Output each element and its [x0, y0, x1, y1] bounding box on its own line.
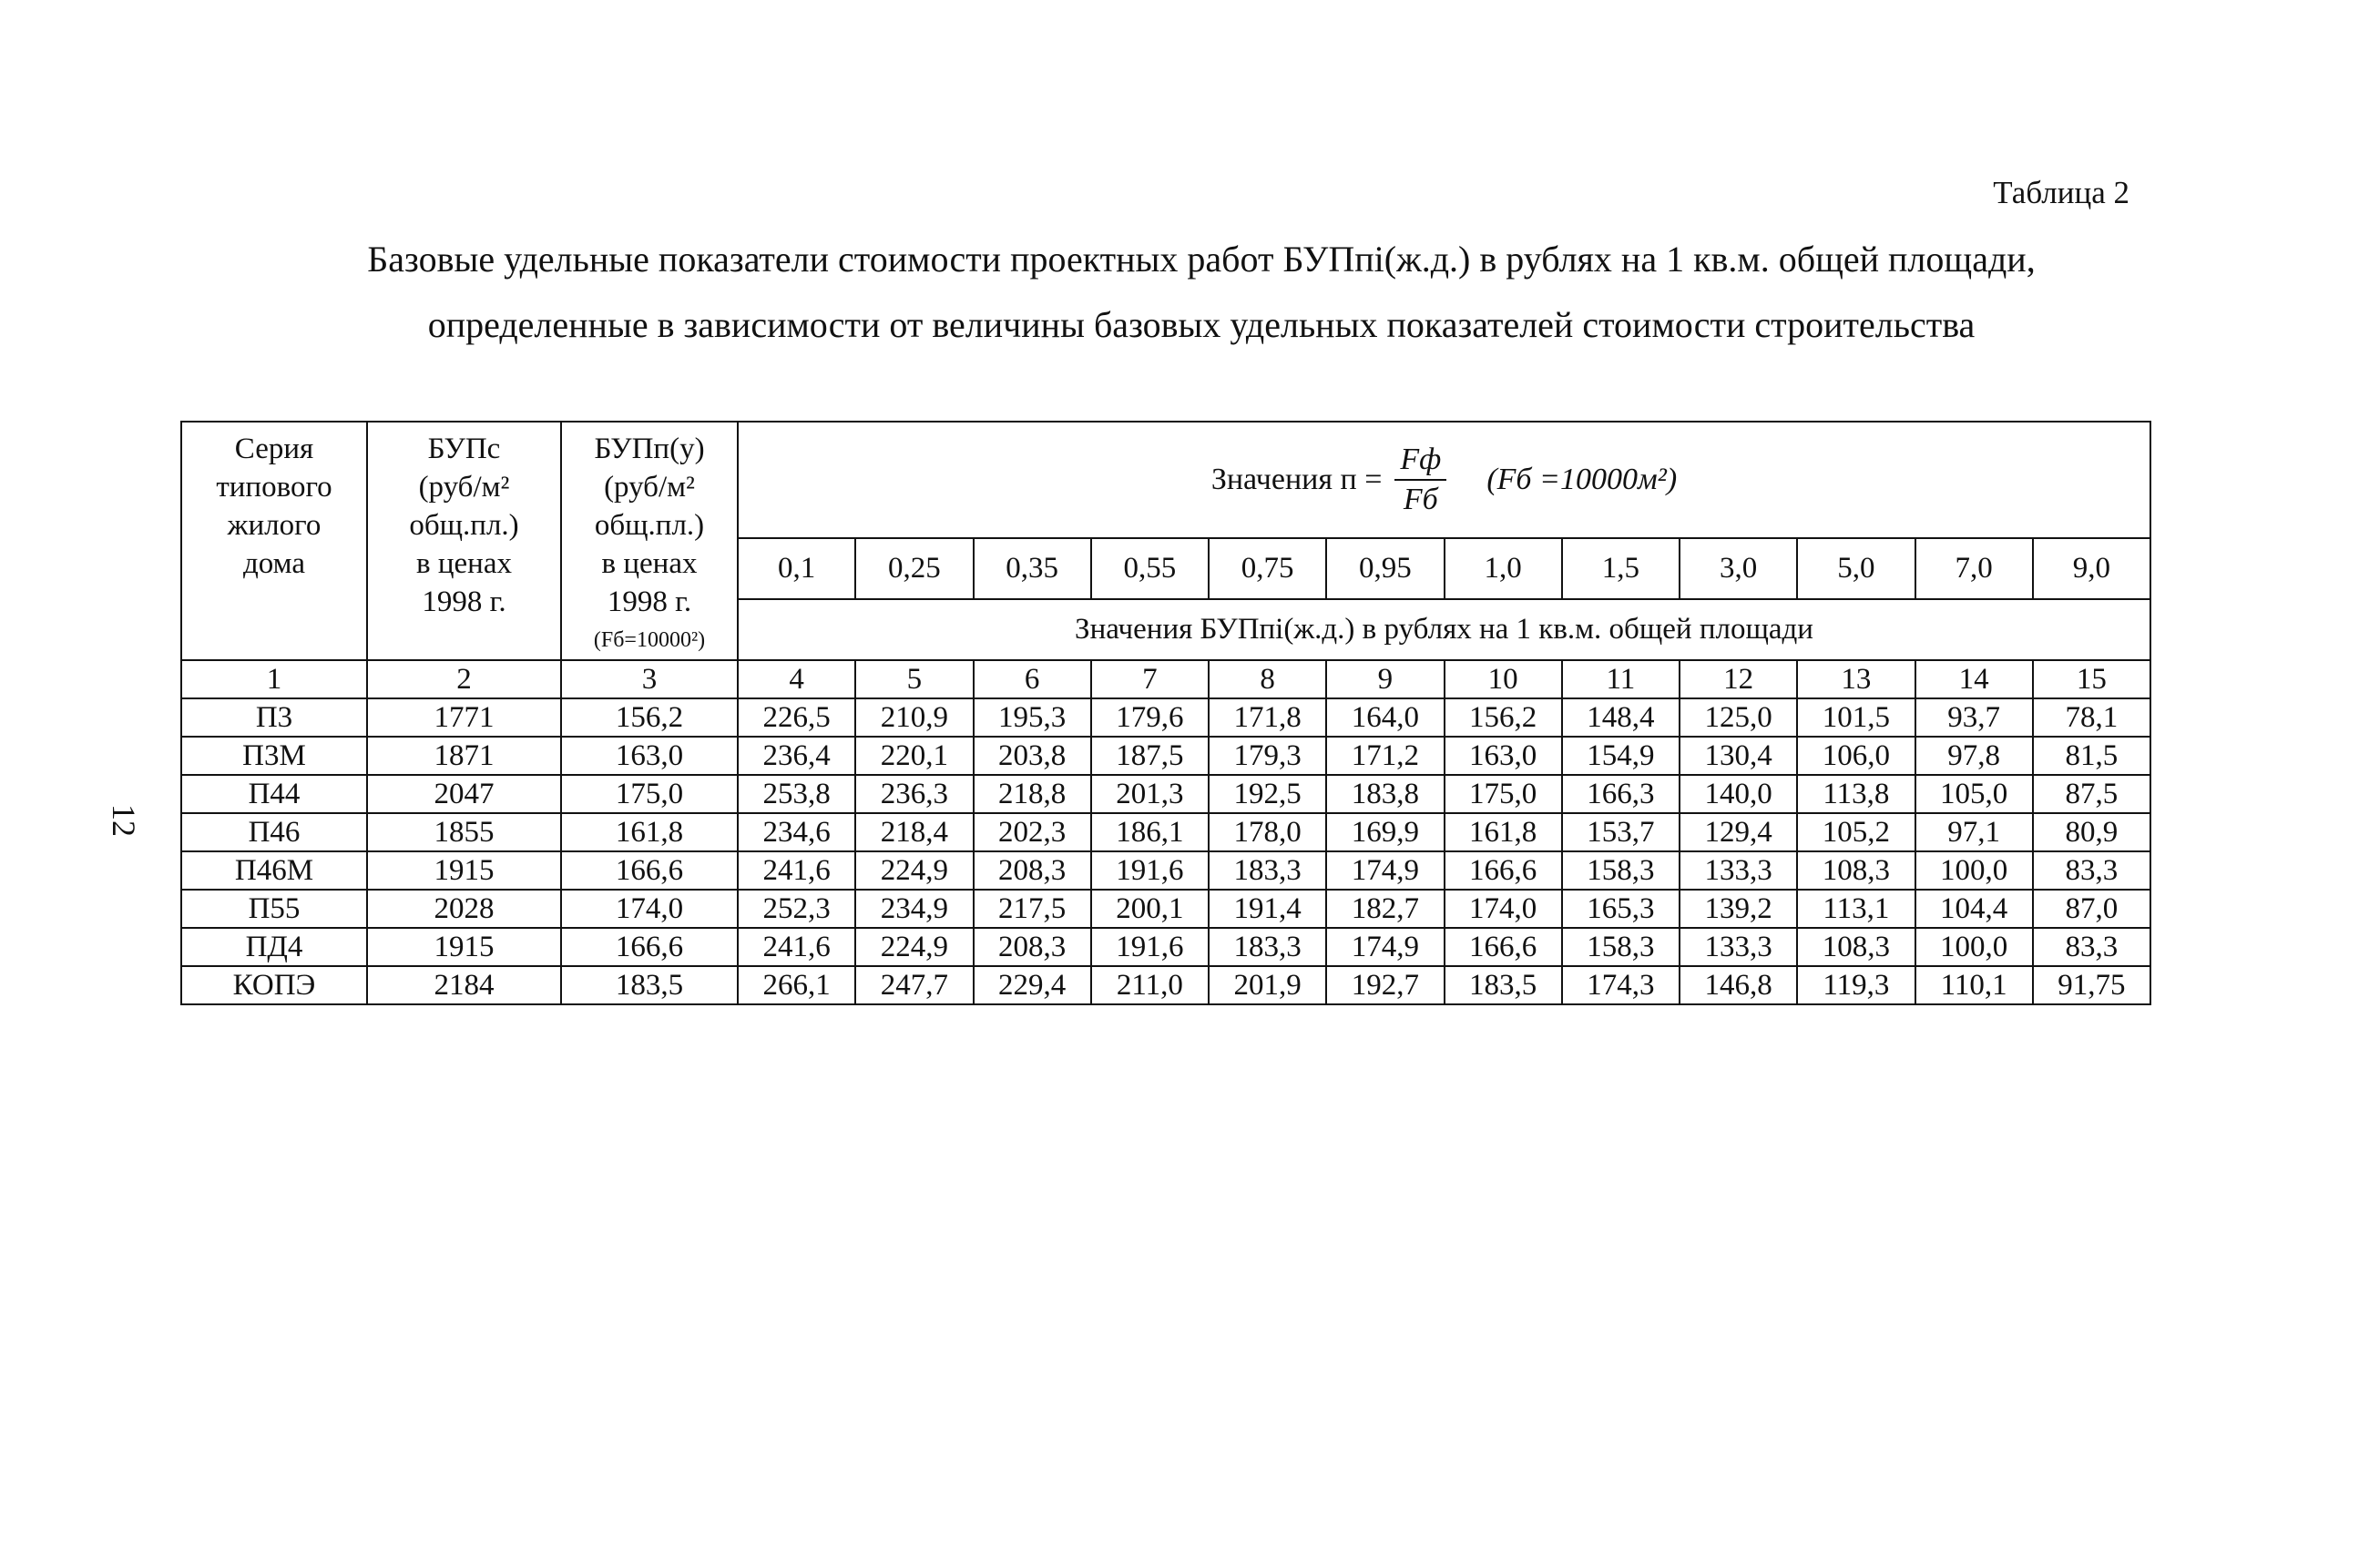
value-cell: 158,3	[1562, 928, 1680, 966]
n-value-cell: 0,35	[974, 538, 1091, 599]
value-cell: 179,3	[1209, 737, 1326, 775]
series-cell: КОПЭ	[181, 966, 367, 1004]
value-cell: 266,1	[738, 966, 855, 1004]
header-formula	[738, 422, 2150, 538]
header-bups: БУПс (руб/м² общ.пл.) в ценах 1998 г.	[367, 422, 561, 660]
n-value-cell: 1,5	[1562, 538, 1680, 599]
value-cell: 210,9	[855, 698, 973, 737]
n-value-cell: 0,1	[738, 538, 855, 599]
series-cell: П3М	[181, 737, 367, 775]
value-cell: 156,2	[561, 698, 738, 737]
value-cell: 174,0	[561, 890, 738, 928]
value-cell: 202,3	[974, 813, 1091, 851]
table-row	[181, 928, 2150, 966]
formula-condition: (Fб =10000м²)	[1486, 462, 1678, 496]
series-cell: П46М	[181, 851, 367, 890]
value-cell: 163,0	[1445, 737, 1562, 775]
series-cell: П3	[181, 698, 367, 737]
value-cell: 218,4	[855, 813, 973, 851]
value-cell: 174,0	[1445, 890, 1562, 928]
value-cell: 133,3	[1680, 928, 1797, 966]
n-value-cell: 0,55	[1091, 538, 1209, 599]
value-cell: 78,1	[2033, 698, 2150, 737]
value-cell: 87,0	[2033, 890, 2150, 928]
value-cell: 166,6	[1445, 851, 1562, 890]
value-cell: 252,3	[738, 890, 855, 928]
value-cell: 146,8	[1680, 966, 1797, 1004]
n-value-cell: 0,75	[1209, 538, 1326, 599]
value-cell: 241,6	[738, 851, 855, 890]
value-cell: 140,0	[1680, 775, 1797, 813]
column-number-cell: 11	[1562, 660, 1680, 698]
value-cell: 211,0	[1091, 966, 1209, 1004]
column-number-cell: 2	[367, 660, 561, 698]
value-cell: 187,5	[1091, 737, 1209, 775]
value-cell: 1855	[367, 813, 561, 851]
value-cell: 1915	[367, 851, 561, 890]
value-cell: 183,5	[1445, 966, 1562, 1004]
value-cell: 236,3	[855, 775, 973, 813]
value-cell: 101,5	[1797, 698, 1915, 737]
value-cell: 153,7	[1562, 813, 1680, 851]
value-cell: 108,3	[1797, 851, 1915, 890]
value-cell: 154,9	[1562, 737, 1680, 775]
value-cell: 182,7	[1326, 890, 1444, 928]
value-cell: 161,8	[1445, 813, 1562, 851]
header-series: Серия типового жилого дома	[181, 422, 367, 660]
column-number-cell: 9	[1326, 660, 1444, 698]
value-cell: 83,3	[2033, 851, 2150, 890]
page-number: 12	[106, 804, 142, 837]
value-cell: 125,0	[1680, 698, 1797, 737]
table-row	[181, 698, 2150, 737]
value-cell: 175,0	[1445, 775, 1562, 813]
value-cell: 236,4	[738, 737, 855, 775]
value-cell: 104,4	[1915, 890, 2033, 928]
value-cell: 133,3	[1680, 851, 1797, 890]
column-number-cell: 13	[1797, 660, 1915, 698]
column-number-cell: 8	[1209, 660, 1326, 698]
value-cell: 105,0	[1915, 775, 2033, 813]
value-cell: 253,8	[738, 775, 855, 813]
value-cell: 105,2	[1797, 813, 1915, 851]
value-cell: 195,3	[974, 698, 1091, 737]
value-cell: 174,3	[1562, 966, 1680, 1004]
n-value-cell: 1,0	[1445, 538, 1562, 599]
table-row	[181, 890, 2150, 928]
column-number-cell: 6	[974, 660, 1091, 698]
table-row	[181, 966, 2150, 1004]
value-cell: 156,2	[1445, 698, 1562, 737]
n-value-cell: 7,0	[1915, 538, 2033, 599]
value-cell: 229,4	[974, 966, 1091, 1004]
value-cell: 183,5	[561, 966, 738, 1004]
column-number-cell: 4	[738, 660, 855, 698]
value-cell: 203,8	[974, 737, 1091, 775]
formula-label: Значения п =	[1210, 462, 1383, 496]
value-cell: 166,6	[561, 851, 738, 890]
value-cell: 83,3	[2033, 928, 2150, 966]
value-cell: 113,1	[1797, 890, 1915, 928]
value-cell: 201,9	[1209, 966, 1326, 1004]
table-row	[181, 813, 2150, 851]
value-cell: 241,6	[738, 928, 855, 966]
value-cell: 192,5	[1209, 775, 1326, 813]
value-cell: 169,9	[1326, 813, 1444, 851]
value-cell: 2028	[367, 890, 561, 928]
table-body	[181, 698, 2150, 1004]
value-cell: 1915	[367, 928, 561, 966]
column-number-cell: 1	[181, 660, 367, 698]
value-cell: 166,3	[1562, 775, 1680, 813]
value-cell: 217,5	[974, 890, 1091, 928]
value-cell: 179,6	[1091, 698, 1209, 737]
value-cell: 100,0	[1915, 928, 2033, 966]
value-cell: 163,0	[561, 737, 738, 775]
value-cell: 191,6	[1091, 928, 1209, 966]
value-cell: 208,3	[974, 928, 1091, 966]
value-cell: 191,4	[1209, 890, 1326, 928]
value-cell: 171,2	[1326, 737, 1444, 775]
value-cell: 192,7	[1326, 966, 1444, 1004]
value-cell: 93,7	[1915, 698, 2033, 737]
value-cell: 183,3	[1209, 851, 1326, 890]
value-cell: 108,3	[1797, 928, 1915, 966]
n-value-cell: 0,25	[855, 538, 973, 599]
value-cell: 174,9	[1326, 851, 1444, 890]
value-cell: 130,4	[1680, 737, 1797, 775]
value-cell: 226,5	[738, 698, 855, 737]
table-title-line-1: Базовые удельные показатели стоимости проектных работ БУПпi(ж.д.) в рублях на 1 кв.м. общей площади,	[367, 239, 2036, 280]
value-cell: 100,0	[1915, 851, 2033, 890]
value-cell: 80,9	[2033, 813, 2150, 851]
value-cell: 97,8	[1915, 737, 2033, 775]
column-number-cell: 15	[2033, 660, 2150, 698]
value-cell: 158,3	[1562, 851, 1680, 890]
value-cell: 2047	[367, 775, 561, 813]
value-cell: 164,0	[1326, 698, 1444, 737]
value-cell: 91,75	[2033, 966, 2150, 1004]
n-value-cell: 5,0	[1797, 538, 1915, 599]
value-cell: 166,6	[1445, 928, 1562, 966]
value-cell: 234,9	[855, 890, 973, 928]
values-caption: Значения БУПпi(ж.д.) в рублях на 1 кв.м. общей площади	[738, 599, 2150, 660]
value-cell: 110,1	[1915, 966, 2033, 1004]
value-cell: 183,8	[1326, 775, 1444, 813]
table-row	[181, 851, 2150, 890]
column-number-cell: 10	[1445, 660, 1562, 698]
n-value-cell: 0,95	[1326, 538, 1444, 599]
value-cell: 119,3	[1797, 966, 1915, 1004]
value-cell: 183,3	[1209, 928, 1326, 966]
value-cell: 208,3	[974, 851, 1091, 890]
value-cell: 1771	[367, 698, 561, 737]
value-cell: 97,1	[1915, 813, 2033, 851]
value-cell: 234,6	[738, 813, 855, 851]
value-cell: 178,0	[1209, 813, 1326, 851]
value-cell: 113,8	[1797, 775, 1915, 813]
value-cell: 148,4	[1562, 698, 1680, 737]
value-cell: 1871	[367, 737, 561, 775]
value-cell: 186,1	[1091, 813, 1209, 851]
column-number-cell: 14	[1915, 660, 2033, 698]
value-cell: 200,1	[1091, 890, 1209, 928]
formula-fraction: $\frac{Fф}{Fб}$	[1394, 444, 1446, 515]
column-number-cell: 3	[561, 660, 738, 698]
value-cell: 218,8	[974, 775, 1091, 813]
value-cell: 139,2	[1680, 890, 1797, 928]
value-cell: 2184	[367, 966, 561, 1004]
table-row	[181, 737, 2150, 775]
n-value-cell: 3,0	[1680, 538, 1797, 599]
series-cell: П55	[181, 890, 367, 928]
value-cell: 220,1	[855, 737, 973, 775]
value-cell: 201,3	[1091, 775, 1209, 813]
n-value-cell: 9,0	[2033, 538, 2150, 599]
value-cell: 106,0	[1797, 737, 1915, 775]
value-cell: 224,9	[855, 851, 973, 890]
column-numbers-row	[181, 660, 2150, 698]
value-cell: 224,9	[855, 928, 973, 966]
value-cell: 165,3	[1562, 890, 1680, 928]
value-cell: 171,8	[1209, 698, 1326, 737]
value-cell: 81,5	[2033, 737, 2150, 775]
value-cell: 175,0	[561, 775, 738, 813]
value-cell: 191,6	[1091, 851, 1209, 890]
series-cell: П46	[181, 813, 367, 851]
value-cell: 161,8	[561, 813, 738, 851]
table-row	[181, 775, 2150, 813]
column-number-cell: 12	[1680, 660, 1797, 698]
series-cell: ПД4	[181, 928, 367, 966]
table-label: Таблица 2	[1993, 175, 2129, 210]
cost-table	[180, 421, 2151, 1005]
header-bupp: БУПп(у) (руб/м² общ.пл.) в ценах 1998 г. (Fб=10000²)	[561, 422, 738, 660]
value-cell: 174,9	[1326, 928, 1444, 966]
value-cell: 247,7	[855, 966, 973, 1004]
value-cell: 87,5	[2033, 775, 2150, 813]
value-cell: 166,6	[561, 928, 738, 966]
value-cell: 129,4	[1680, 813, 1797, 851]
series-cell: П44	[181, 775, 367, 813]
column-number-cell: 5	[855, 660, 973, 698]
column-number-cell: 7	[1091, 660, 1209, 698]
table-title-line-2: определенные в зависимости от величины базовых удельных показателей стоимости строительства	[427, 304, 1976, 345]
